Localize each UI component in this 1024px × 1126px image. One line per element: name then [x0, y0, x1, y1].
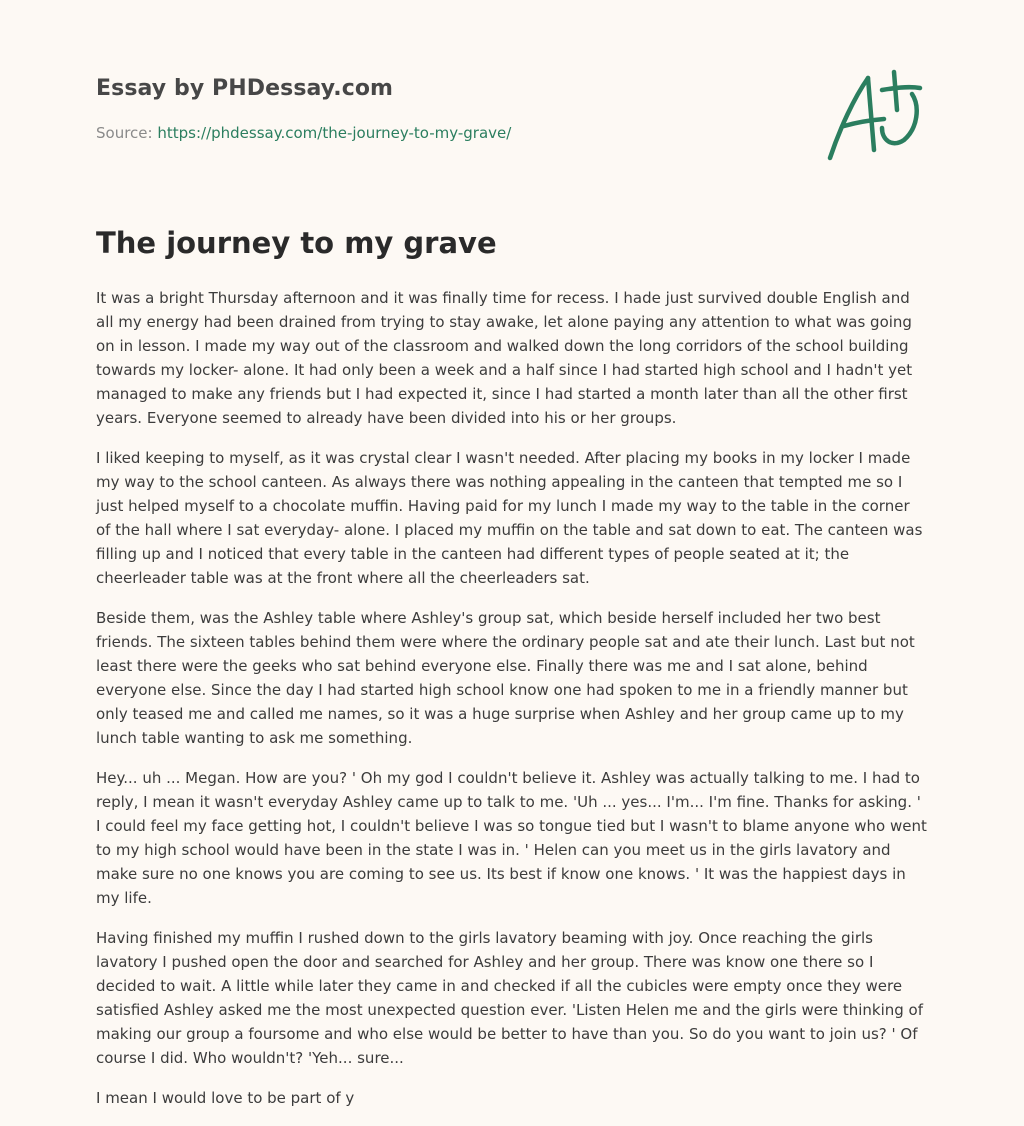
site-title: Essay by PHDessay.com — [96, 76, 394, 101]
essay-paragraph: I liked keeping to myself, as it was crystal clear I wasn't needed. After placing my books in my locker I made my way to the school canteen. As always there was nothing appealing in the canteen that tempted me so I just helped myself to a chocolate muffin. Having paid for my lunch I made my way to the table in the corner of the hall where I sat everyday- alone. I placed my muffin on the table and sat down to eat. The canteen was filling up and I noticed that every table in the canteen had different types of people seated at it; the cheerleader table was at the front where all the cheerleaders sat. — [96, 449, 923, 587]
essay-body — [96, 286, 928, 1126]
source-line — [96, 124, 511, 142]
source-link[interactable]: https://phdessay.com/the-journey-to-my-grave/ — [157, 124, 512, 142]
essay-paragraph: I mean I would love to be part of y — [96, 1089, 355, 1107]
essay-paragraph: Hey... uh ... Megan. How are you? ' Oh my god I couldn't believe it. Ashley was actually talking to me. I had to reply, I mean it wasn't everyday Ashley came up to talk to me. 'Uh ... yes... I'm... I'm fine. Thanks for asking. ' I could feel my face getting hot, I couldn't believe I was so tongue tied but I wasn't to blame anyone who went to my high school would have been in the state I was in. ' Helen can you meet us in the girls lavatory and make sure no one knows you are coming to see us. Its best if know one knows. ' It was the happiest days in my life. — [96, 769, 927, 907]
essay-paragraph: Having finished my muffin I rushed down to the girls lavatory beaming with joy. Once reaching the girls lavatory I pushed open the door and searched for Ashley and her group. There was know one there so I decided to wait. A little while later they came in and checked if all the cubicles were empty once they were satisfied Ashley asked me the most unexpected question ever. 'Listen Helen me and the girls were thinking of making our group a foursome and who else would be better to have than you. So do you want to join us? ' Of course I did. Who wouldn't? 'Yeh... sure... — [96, 929, 923, 1067]
source-label: Source: — [96, 124, 153, 142]
essay-paragraph: It was a bright Thursday afternoon and it was finally time for recess. I hade just survived double English and all my energy had been drained from trying to stay awake, let alone paying any attention to what was going on in lesson. I made my way out of the classroom and walked down the long corridors of the school building towards my locker- alone. It had only been a week and a half since I had started high school and I hadn't yet managed to make any friends but I had expected it, since I had started a month later than all the other first years. Everyone seemed to already have been divided into his or her groups. — [96, 289, 913, 427]
a-plus-logo-icon — [824, 66, 928, 166]
essay-paragraph: Beside them, was the Ashley table where Ashley's group sat, which beside herself included her two best friends. The sixteen tables behind them were where the ordinary people sat and ate their lunch. Last but not least there were the geeks who sat behind everyone else. Finally there was me and I sat alone, behind everyone else. Since the day I had started high school know one had spoken to me in a friendly manner but only teased me and called me names, so it was a huge surprise when Ashley and her group came up to my lunch table wanting to ask me something. — [96, 609, 915, 747]
essay-title: The journey to my grave — [96, 226, 497, 260]
essay-page — [96, 0, 928, 1107]
